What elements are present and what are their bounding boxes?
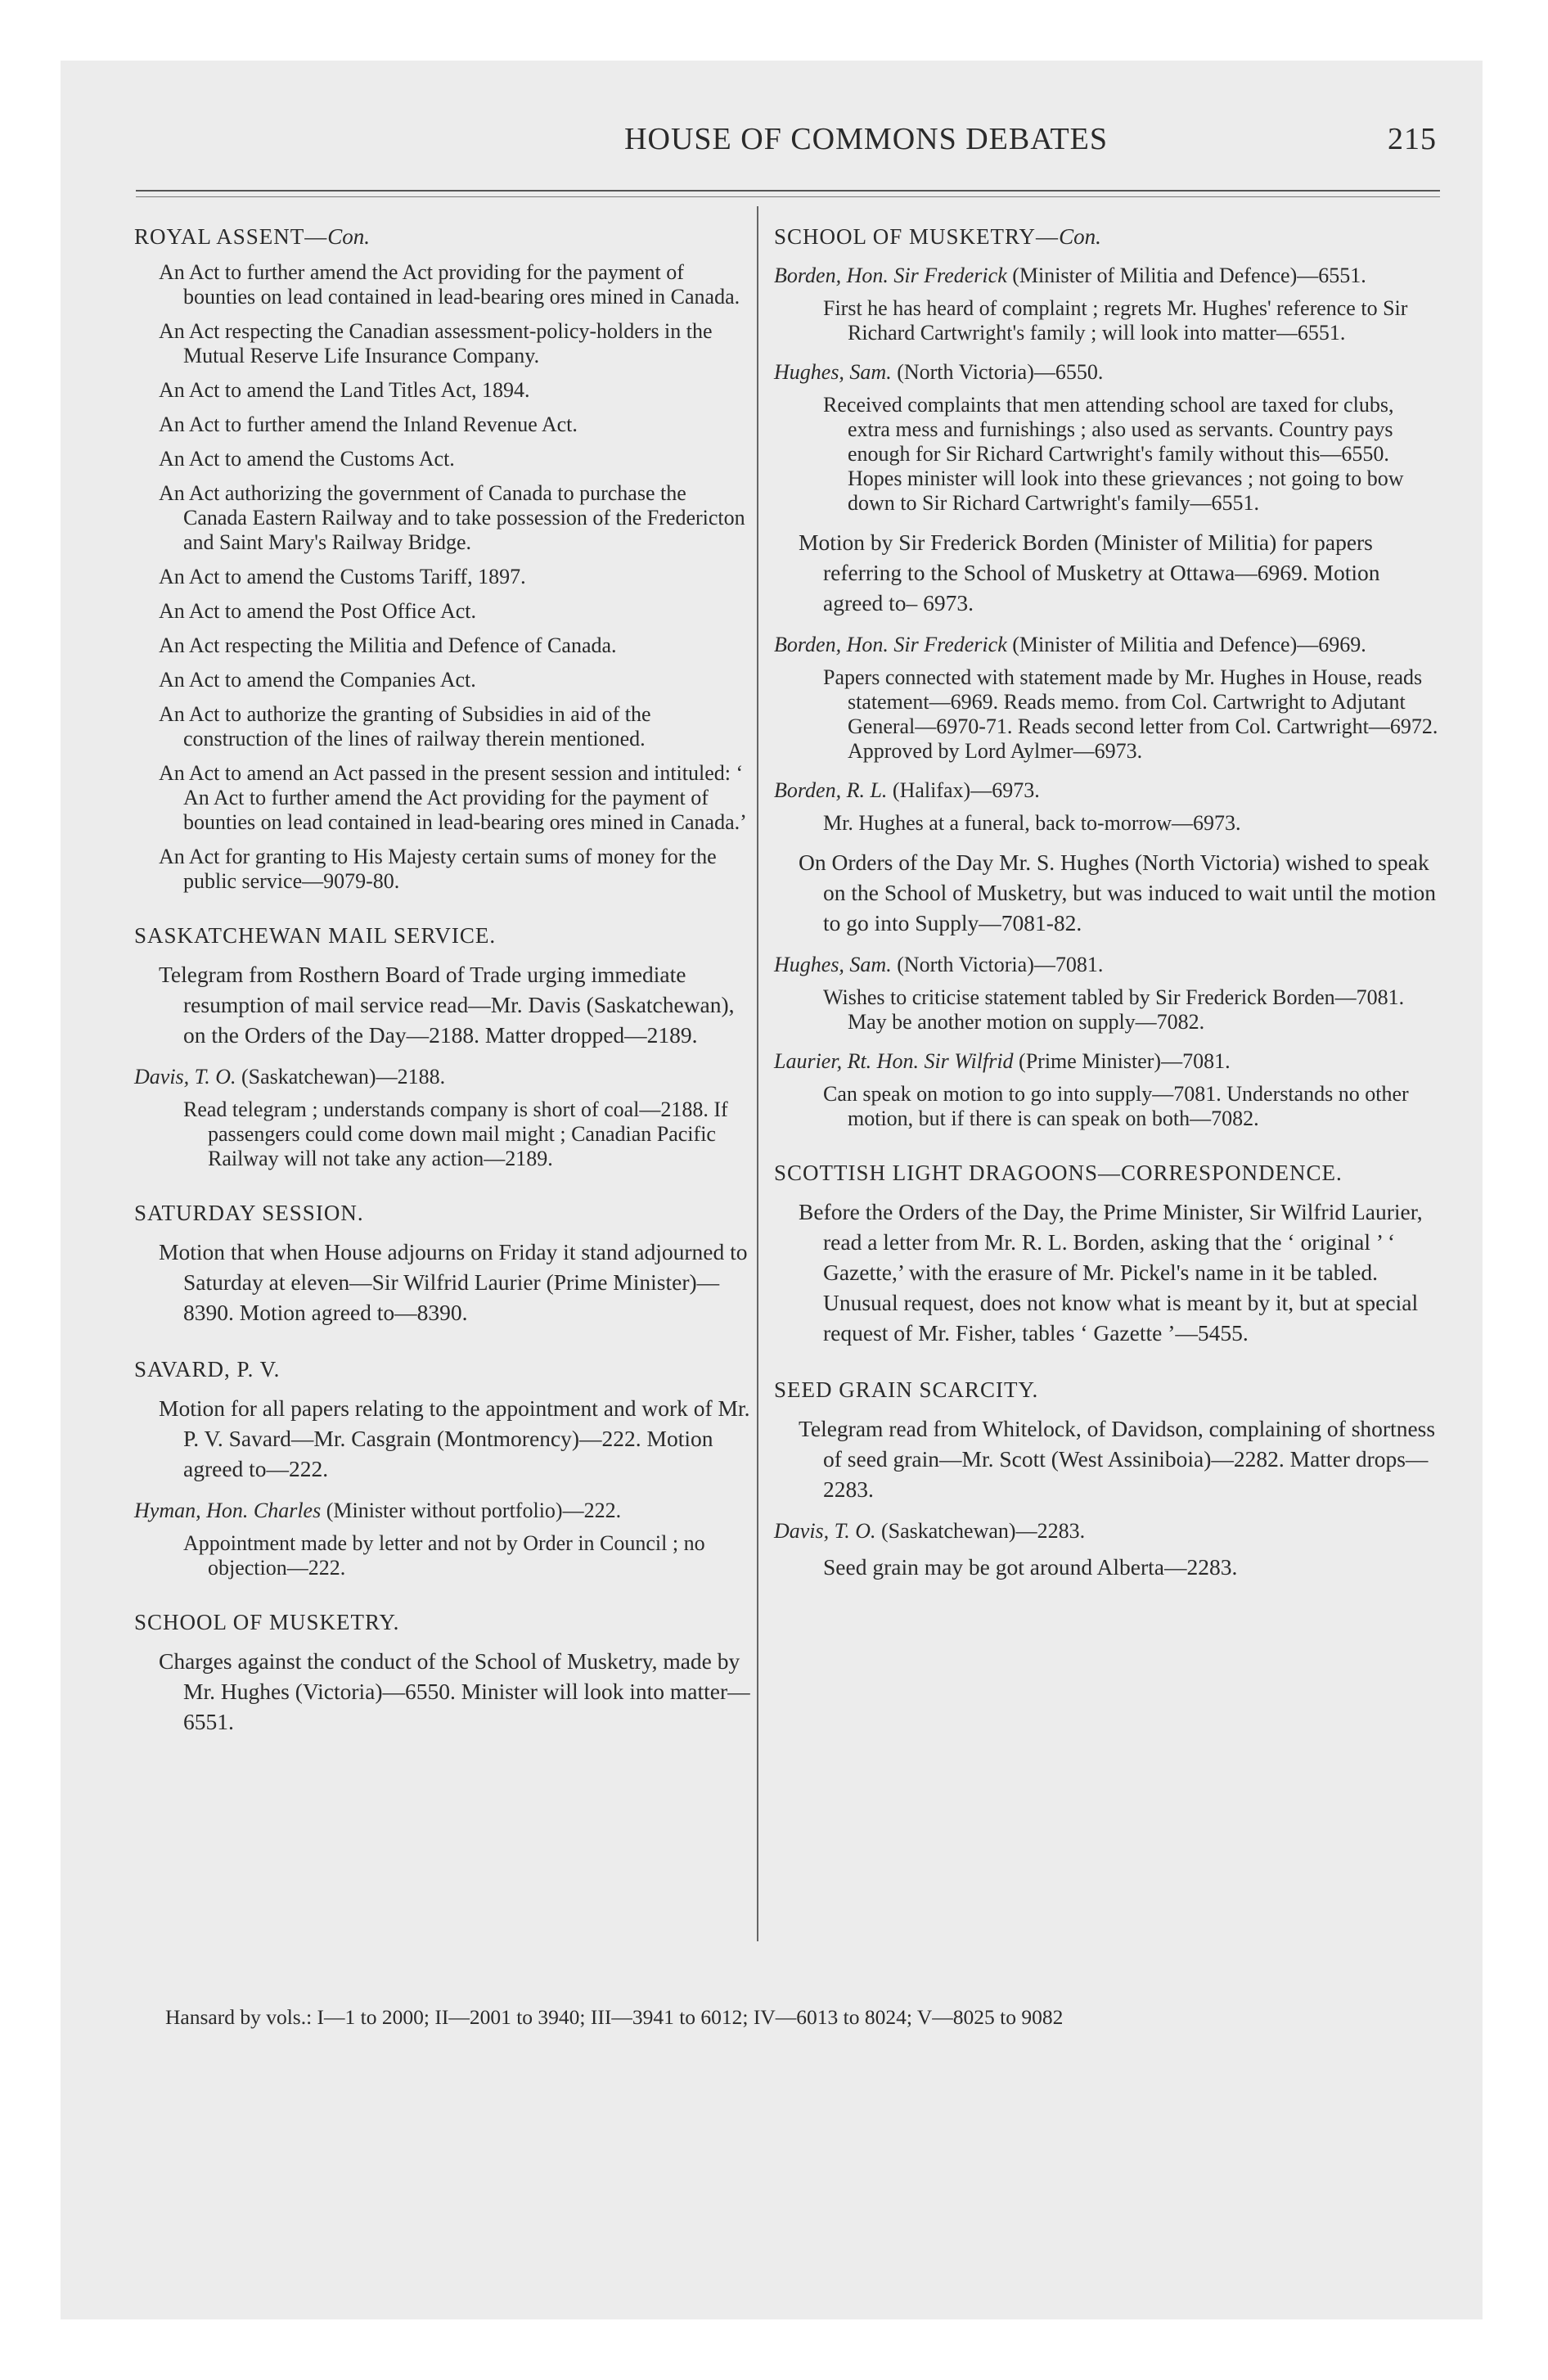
act-item: An Act to amend the Post Office Act. [159, 599, 477, 623]
act-item: An Act respecting the Canadian assessment-policy-holders in the Mutual Reserve Life Insurance Company. [159, 319, 713, 367]
act-item: An Act respecting the Militia and Defence of Canada. [159, 633, 617, 657]
letter-text: Before the Orders of the Day, the Prime Minister, Sir Wilfrid Laurier, read a letter from Mr. R. L. Borden, asking that the ‘ original ’ ‘ Gazette,’ with the erasure of Mr. Pickel's name in it be tabled. Unusual request, does not know what is meant by it, but at special request of Mr. Fisher, tables ‘ Gazette ’—5455. [799, 1199, 1423, 1346]
speaker-line [774, 360, 1438, 385]
speaker-riding: (Minister of Militia and Defence)—6969. [1006, 633, 1366, 656]
act-item: An Act to further amend the Inland Revenue Act. [159, 412, 578, 436]
speaker-line [774, 1049, 1438, 1074]
speaker-remarks: Can speak on motion to go into supply—7081. Understands no other motion, but if there is can speak on both—7082. [823, 1082, 1409, 1130]
section-heading: SATURDAY SESSION. [134, 1201, 364, 1225]
act-item: An Act to further amend the Act providing for the payment of bounties on lead contained in lead-bearing ores mined in Canada. [159, 260, 740, 309]
section-saskatchewan-mail [134, 923, 751, 1171]
section-school-of-musketry [134, 1610, 751, 1737]
running-title: HOUSE OF COMMONS DEBATES [624, 122, 1108, 156]
speaker-name: Borden, Hon. Sir Frederick [774, 633, 1007, 656]
act-item: An Act to amend the Customs Act. [159, 447, 455, 471]
speaker-line [774, 953, 1438, 977]
section-saturday-session [134, 1201, 751, 1327]
header-rule [136, 190, 1440, 192]
speaker-remarks: Received complaints that men attending school are taxed for clubs, extra mess and furnishings ; also used as servants. Country pays enough for Sir Richard Cartwright's family without this—6550. Hopes minister will look into these grievances ; not going to bow down to Sir Richard Cartwright's family—6551. [823, 393, 1404, 515]
speaker-riding: (Saskatchewan)—2188. [236, 1065, 446, 1089]
section-seed-grain [774, 1377, 1438, 1582]
orders-text: On Orders of the Day Mr. S. Hughes (North Victoria) wished to speak on the School of Musketry, but was induced to wait until the motion to go into Supply—7081-82. [799, 850, 1437, 935]
speaker-riding: (North Victoria)—6550. [891, 360, 1104, 384]
hansard-volumes-footer: Hansard by vols.: I—1 to 2000; II—2001 to 3940; III—3941 to 6012; IV—6013 to 8024; V—8025 to 9082 [165, 2005, 1064, 2029]
speaker-name: Borden, R. L. [774, 778, 888, 802]
heading-continued: Con. [327, 224, 371, 249]
section-heading: SASKATCHEWAN MAIL SERVICE. [134, 923, 497, 948]
speaker-name: Hughes, Sam. [774, 360, 892, 384]
speaker-remarks: Papers connected with statement made by Mr. Hughes in House, reads statement—6969. Reads memo. from Col. Cartwright to Adjutant General—6970-71. Reads second letter from Col. Cartwright—6972. Approved by Lord Aylmer—6973. [823, 665, 1438, 763]
charges-text: Charges against the conduct of the School of Musketry, made by Mr. Hughes (Victoria)—6550. Minister will look into matter—6551. [159, 1648, 750, 1734]
section-heading: SAVARD, P. V. [134, 1357, 281, 1382]
motion-text: Motion for all papers relating to the appointment and work of Mr. P. V. Savard—Mr. Casgrain (Montmorency)—222. Motion agreed to—222. [159, 1395, 750, 1481]
telegram-text: Telegram read from Whitelock, of Davidson, complaining of shortness of seed grain—Mr. Scott (West Assiniboia)—2282. Matter drops—2283. [799, 1416, 1436, 1502]
speaker-name: Borden, Hon. Sir Frederick [774, 264, 1007, 287]
section-school-of-musketry-continued [774, 224, 1438, 1131]
motion-text: Motion by Sir Frederick Borden (Minister of Militia) for papers referring to the School of Musketry at Ottawa—6969. Motion agreed to– 6973. [799, 530, 1380, 615]
speaker-name: Hyman, Hon. Charles [134, 1499, 322, 1522]
heading-text: ROYAL ASSENT— [134, 224, 328, 249]
speaker-remarks: Read telegram ; understands company is short of coal—2188. If passengers could come down mail might ; Canadian Pacific Railway will not take any action—2189. [183, 1098, 728, 1170]
speaker-remarks: Appointment made by letter and not by Order in Council ; no objection—222. [183, 1531, 705, 1580]
speaker-riding: (Halifax)—6973. [887, 778, 1040, 802]
section-savard [134, 1357, 751, 1580]
act-item: An Act to authorize the granting of Subsidies in aid of the construction of the lines of railway therein mentioned. [159, 702, 651, 751]
telegram-text: Telegram from Rosthern Board of Trade urging immediate resumption of mail service read—Mr. Davis (Saskatchewan), on the Orders of the Day—2188. Matter dropped—2189. [159, 962, 735, 1048]
speaker-riding: (Minister of Militia and Defence)—6551. [1006, 264, 1366, 287]
speaker-riding: (Prime Minister)—7081. [1013, 1049, 1231, 1073]
header-rule-thin [136, 196, 1440, 197]
act-item: An Act to amend the Land Titles Act, 1894. [159, 378, 530, 402]
speaker-remarks: First he has heard of complaint ; regrets Mr. Hughes' reference to Sir Richard Cartwright's family ; will look into matter—6551. [823, 296, 1408, 345]
speaker-name: Davis, T. O. [774, 1519, 876, 1543]
section-royal-assent [134, 224, 751, 894]
act-item: An Act for granting to His Majesty certain sums of money for the public service—9079-80. [159, 845, 717, 893]
section-scottish-light-dragoons [774, 1161, 1438, 1348]
speaker-name: Hughes, Sam. [774, 953, 892, 976]
act-item: An Act to amend an Act passed in the present session and intituled: ‘ An Act to further amend the Act providing for the payment of bounties on lead contained in lead-bearing ores mined in Canada.’ [159, 761, 747, 834]
page [61, 61, 1483, 2319]
speaker-remarks: Mr. Hughes at a funeral, back to-morrow—6973. [823, 811, 1241, 835]
section-heading [134, 224, 751, 249]
act-item: An Act authorizing the government of Canada to purchase the Canada Eastern Railway and to take possession of the Fredericton and Saint Mary's Railway Bridge. [159, 481, 745, 554]
speaker-remarks: Seed grain may be got around Alberta—2283. [823, 1554, 1238, 1580]
heading-continued: Con. [1059, 224, 1101, 249]
speaker-line [774, 633, 1438, 657]
speaker-riding: (Minister without portfolio)—222. [321, 1499, 622, 1522]
heading-text: SCHOOL OF MUSKETRY— [774, 224, 1060, 249]
speaker-line [774, 778, 1438, 803]
speaker-remarks: Wishes to criticise statement tabled by Sir Frederick Borden—7081. May be another motion on supply—7082. [823, 985, 1405, 1034]
act-item: An Act to amend the Companies Act. [159, 668, 476, 692]
page-number: 215 [1388, 122, 1437, 156]
speaker-riding: (North Victoria)—7081. [891, 953, 1104, 976]
section-heading: SCOTTISH LIGHT DRAGOONS—CORRESPONDENCE. [774, 1161, 1343, 1185]
column-divider [757, 206, 758, 1941]
speaker-line [774, 1519, 1438, 1544]
section-heading [774, 224, 1438, 249]
speaker-name: Davis, T. O. [134, 1065, 236, 1089]
act-item: An Act to amend the Customs Tariff, 1897. [159, 565, 526, 588]
speaker-line [774, 264, 1438, 288]
section-heading: SCHOOL OF MUSKETRY. [134, 1610, 400, 1634]
speaker-line [134, 1499, 751, 1523]
section-heading: SEED GRAIN SCARCITY. [774, 1377, 1039, 1402]
speaker-line [134, 1065, 751, 1089]
speaker-name: Laurier, Rt. Hon. Sir Wilfrid [774, 1049, 1014, 1073]
motion-text: Motion that when House adjourns on Friday it stand adjourned to Saturday at eleven—Sir Wilfrid Laurier (Prime Minister)—8390. Motion agreed to—8390. [159, 1239, 748, 1325]
right-column [774, 224, 1438, 1611]
speaker-riding: (Saskatchewan)—2283. [875, 1519, 1086, 1543]
left-column [134, 224, 751, 1766]
